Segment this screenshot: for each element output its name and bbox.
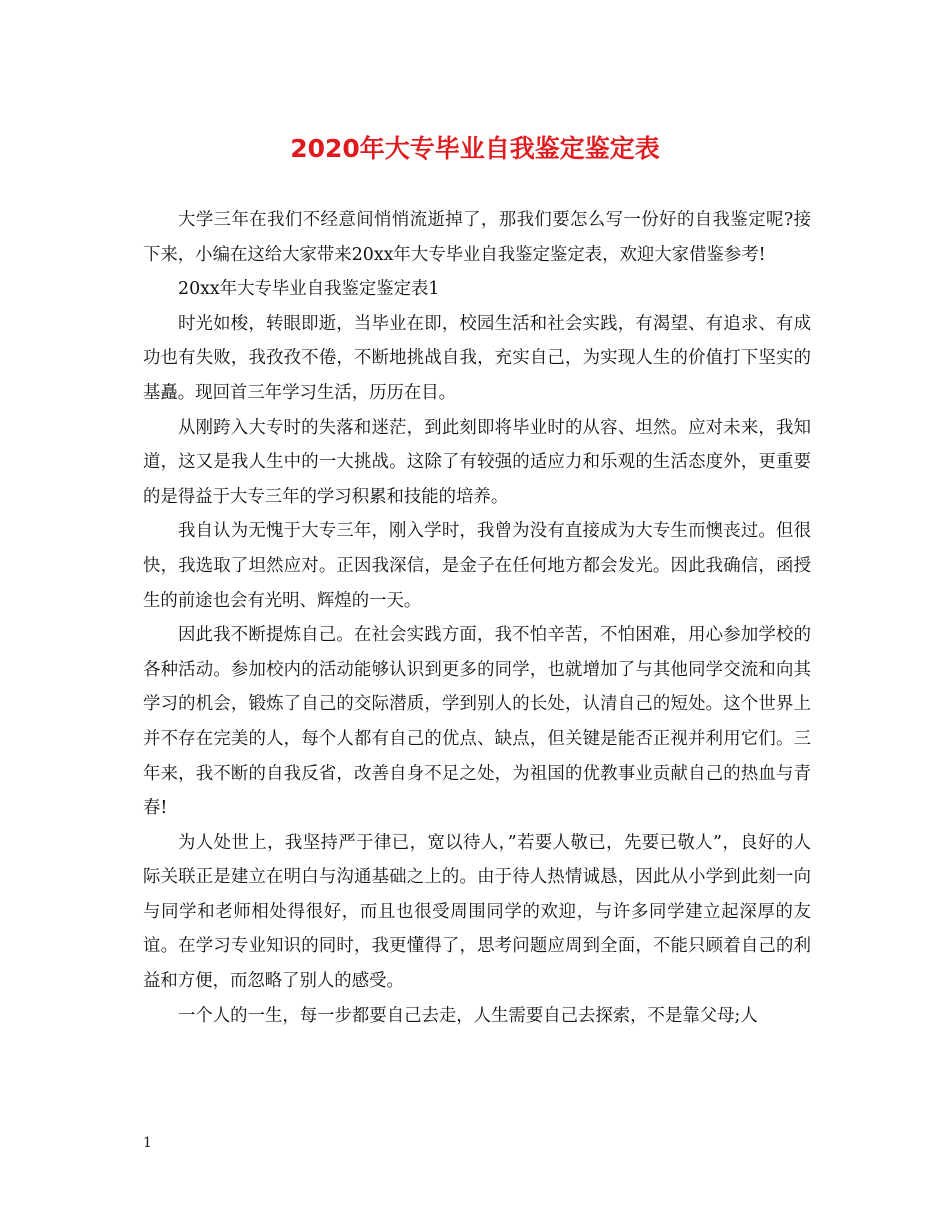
document-body [143,203,811,1033]
paragraph: 时光如梭，转眼即逝，当毕业在即，校园生活和社会实践，有渴望、有追求、有成功也有失败，我孜孜不倦，不断地挑战自我，充实自己，为实现人生的价值打下坚实的基矗。现回首三年学习生活，历历在目。 [143,313,811,403]
paragraph: 从刚跨入大专时的失落和迷茫，到此刻即将毕业时的从容、坦然。应对未来，我知道，这又是我人生中的一大挑战。这除了有较强的适应力和乐观的生活态度外，更重要的是得益于大专三年的学习积累和技能的培养。 [143,417,811,507]
paragraph-intro: 大学三年在我们不经意间悄悄流逝掉了，那我们要怎么写一份好的自我鉴定呢?接下来，小编在这给大家带来20xx年大专毕业自我鉴定鉴定表，欢迎大家借鉴参考! [143,210,811,265]
paragraph: 因此我不断提炼自己。在社会实践方面，我不怕辛苦，不怕困难，用心参加学校的各种活动。参加校内的活动能够认识到更多的同学，也就增加了与其他同学交流和向其学习的机会，锻炼了自己的交际潜质，学到别人的长处，认清自己的短处。这个世界上并不存在完美的人，每个人都有自己的优点、缺点，但关键是能否正视并利用它们。三年来，我不断的自我反省，改善自身不足之处，为祖国的优教事业贡献自己的热血与青春! [143,625,811,819]
document-title: 2020年大专毕业自我鉴定鉴定表 [290,134,660,163]
paragraph: 我自认为无愧于大专三年，刚入学时，我曾为没有直接成为大专生而懊丧过。但很快，我选取了坦然应对。正因我深信，是金子在任何地方都会发光。因此我确信，函授生的前途也会有光明、辉煌的一天。 [143,521,811,611]
page-number: 1 [143,1135,152,1151]
paragraph: 一个人的一生，每一步都要自己去走，人生需要自己去探索，不是靠父母;人 [178,1005,758,1026]
paragraph: 为人处世上，我坚持严于律已，宽以待人，”若要人敬已，先要已敬人”，良好的人际关联正是建立在明白与沟通基础之上的。由于待人热情诚恳，因此从小学到此刻一向与同学和老师相处得很好，而且也很受周围同学的欢迎，与许多同学建立起深厚的友谊。在学习专业知识的同时，我更懂得了，思考问题应周到全面，不能只顾着自己的利益和方便，而忽略了别人的感受。 [143,832,811,992]
section-heading: 20xx年大专毕业自我鉴定鉴定表1 [178,279,440,300]
